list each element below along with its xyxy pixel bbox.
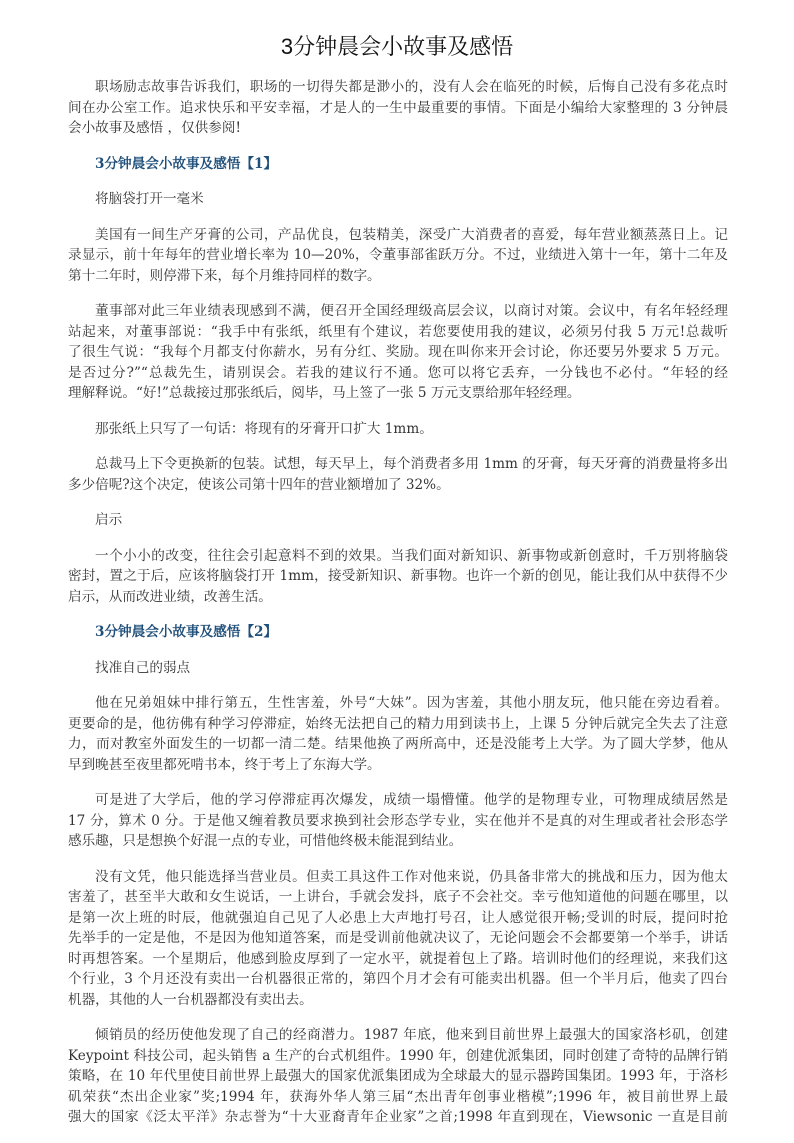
paragraph-line: 机器，其他的人一台机器都没有卖出去。 — [68, 991, 313, 1008]
paragraph-line: 矶荣获“杰出企业家”奖;1994 年，获海外华人第三届“杰出青年创事业楷模”;1996 年，被目前世界上最 — [68, 1088, 728, 1105]
paragraph-line: 第十二年时，则停滞下来，每个月维持同样的数字。 — [68, 267, 381, 284]
section-heading: 3分钟晨会小故事及感悟【1】 — [95, 155, 278, 172]
paragraph — [68, 790, 728, 852]
paragraph-line: 理解释说。“好!”总裁接过那张纸后，阅毕，马上签了一张 5 万元支票给那年轻经理。 — [68, 385, 581, 401]
paragraph-line: 职场励志故事告诉我们，职场的一切得失都是渺小的，没有人会在临死的时候，后悔自己没有多花点时 — [95, 79, 728, 95]
paragraph-line: 总裁马上下令更换新的包装。试想，每天早上，每个消费者多用 1mm 的牙膏，每天牙膏的消费量将多出 — [95, 456, 728, 472]
paragraph — [68, 1025, 728, 1128]
paragraph-line: 启示，从而改进业绩，改善生活。 — [68, 588, 272, 605]
paragraph-line: 一个小小的改变，往往会引起意料不到的效果。当我们面对新知识、新事物或新创意时，千万别将脑袋 — [95, 547, 728, 564]
paragraph-line: 他在兄弟姐妹中排行第五，生性害羞，外号“大妹”。因为害羞，其他小朋友玩，他只能在旁边看着。 — [95, 695, 728, 711]
paragraph-line: 密封，置之于后，应该将脑袋打开 1mm，接受新知识、新事物。也许一个新的创见，能让我们从中获得不少 — [68, 568, 728, 584]
paragraph — [68, 419, 728, 440]
paragraph-line: 时再想答案。一个星期后，他感到脸皮厚到了一定水平，就提着包上了路。培训时他们的经理说，来我们这 — [68, 950, 728, 967]
paragraph-line: 害羞了，甚至半大敢和女生说话，一上讲台，手就会发抖，底子不会社交。幸亏他知道他的问题在哪里，以 — [68, 889, 728, 905]
paragraph — [68, 454, 728, 495]
paragraph — [68, 225, 728, 287]
paragraph — [68, 510, 728, 531]
paragraph-line: 可是进了大学后，他的学习停滞症再次爆发，成绩一塌懵懂。他学的是物理专业，可物理成绩居然是 — [95, 792, 728, 808]
paragraph — [68, 546, 728, 608]
paragraph-line: Keypoint 科技公司，起头销售 a 生产的台式机组件。1990 年，创建优派集团，同时创建了奇特的品牌行销 — [68, 1047, 728, 1064]
paragraph-line: 启示 — [95, 512, 123, 528]
paragraph-line: 是否过分?”“总裁先生，请别误会。若我的建议行不通。您可以将它丢弃，一分钱也不必付。“年轻的经 — [68, 364, 728, 381]
document-body — [68, 77, 728, 1143]
paragraph-line: 感乐趣，只是想换个好混一点的专业，可惜他终极未能混到结业。 — [68, 833, 463, 849]
paragraph-line: 是第一次上班的时辰，他就强迫自己见了人必患上大声地打号召，让人感觉很开畅;受训的时辰，提问时抢 — [68, 909, 728, 926]
paragraph-line: 董事部对此三年业绩表现感到不满，便召开全国经理级高层会议，以商讨对策。会议中，有名年轻经理 — [95, 303, 728, 319]
paragraph-line: 间在办公室工作。追求快乐和平安幸福，才是人的一生中最重要的事情。下面是小编给大家整理的 3 分钟晨 — [68, 99, 728, 116]
paragraph-line: 17 分，算术 0 分。于是他又缠着教员要求换到社会形态学专业，实在他并不是真的对生理或者社会形态学 — [68, 812, 728, 829]
paragraph-line: 策略，在 10 年代里使目前世界上最强大的国家优派集团成为全球最大的显示器跨国集团。1993 年，于洛杉 — [68, 1068, 728, 1084]
document-title: 3分钟晨会小故事及感悟 — [280, 34, 514, 59]
paragraph-line: 力，而对教室外面发生的一切都一清二楚。结果他换了两所高中，还是没能考上大学。为了圆大学梦，他从 — [68, 736, 728, 752]
paragraph-line: 多少倍呢?这个决定，使该公司第十四年的营业额增加了 32%。 — [68, 476, 450, 493]
paragraph-line: 没有文凭，他只能选择当营业员。但卖工具这件工作对他来说，仍具备非常大的挑战和压力，因为他太 — [95, 868, 728, 885]
paragraph — [68, 77, 728, 139]
paragraph-line: 那张纸上只写了一句话：将现有的牙膏开口扩大 1mm。 — [95, 420, 433, 437]
paragraph — [68, 693, 728, 775]
paragraph-line: 录显示，前十年每年的营业增长率为 10—20%，令董事部雀跃万分。不过，业绩进入第十一年，第十二年及 — [68, 247, 728, 263]
paragraph — [68, 301, 728, 404]
paragraph-line: 先举手的一定是他，不是因为他知道答案，而是受训前他就决议了，无论问题会不会都要第一个举手，讲话 — [68, 930, 728, 946]
paragraph-line: 会小故事及感悟 ，仅供参阅! — [68, 120, 241, 136]
paragraph-line: 倾销员的经历使他发现了自己的经商潜力。1987 年底，他来到目前世界上最强大的国家洛杉矶，创建 — [95, 1027, 728, 1043]
paragraph-line: 早到晚甚至夜里都死啃书本，终于考上了东海大学。 — [68, 756, 381, 773]
paragraph-line: 个行业，3 个月还没有卖出一台机器很正常的，第四个月才会有可能卖出机器。但一个半月后，他卖了四台 — [68, 971, 728, 987]
section-subtitle: 将脑袋打开一毫米 — [95, 191, 204, 207]
section-heading: 3分钟晨会小故事及感悟【2】 — [95, 624, 278, 640]
paragraph-line: 强大的国家《泛太平洋》杂志誉为“十大亚裔青年企业家”之首;1998 年直到现在，Viewsonic 一直是目前 — [68, 1109, 728, 1125]
paragraph-line: 美国有一间生产牙膏的公司，产品优良，包装精美，深受广大消费者的喜爱，每年营业额蒸蒸日上。记 — [95, 226, 728, 243]
paragraph-line: 站起来，对董事部说：“我手中有张纸，纸里有个建议，若您要使用我的建议，必须另付我 5 万元!总裁听 — [68, 323, 728, 340]
paragraph-line: 了很生气说：“我每个月都支付你薪水，另有分红、奖励。现在叫你来开会讨论，你还要另外要求 5 万元。 — [68, 344, 728, 360]
paragraph-line: 更要命的是，他彷佛有种学习停滞症，始终无法把自己的精力用到读书上，上课 5 分钟后就完全失去了注意 — [68, 715, 728, 732]
section-subtitle: 找准自己的弱点 — [95, 659, 191, 676]
paragraph — [68, 867, 728, 1011]
